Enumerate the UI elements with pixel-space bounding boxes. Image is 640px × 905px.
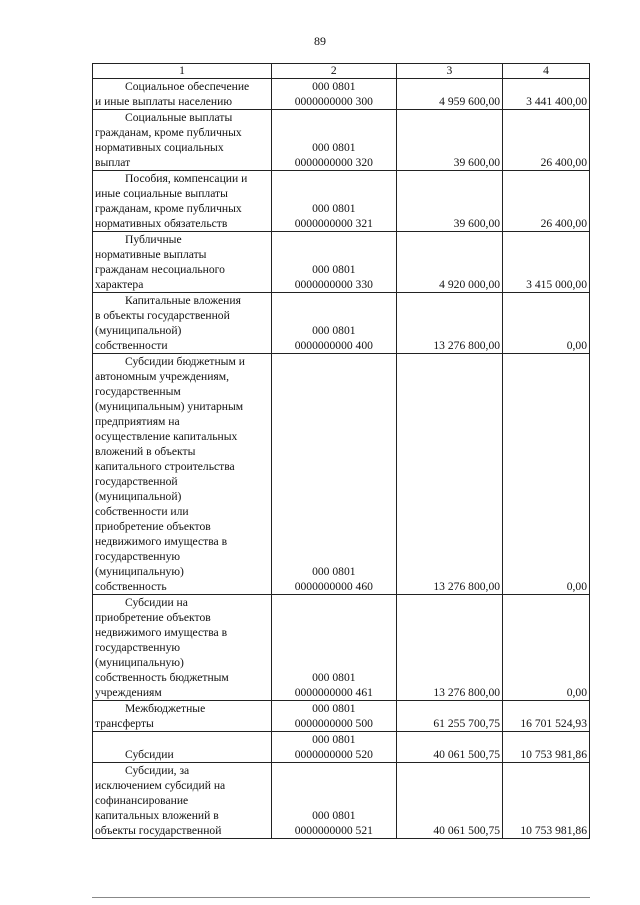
- item-name-continuation: исключением субсидий на софинансирование капитальных вложений в объекты государственной: [95, 779, 226, 837]
- table-header-row: [93, 64, 590, 79]
- budget-code-cell: 000 0801 0000000000 520: [271, 732, 396, 763]
- amount-col4-cell: 16 701 524,93: [503, 701, 590, 732]
- table-row: [93, 595, 590, 701]
- amount-col3-cell: 4 959 600,00: [396, 79, 502, 110]
- item-name-cell: [93, 110, 272, 171]
- item-name-first-line: Социальное обеспечение: [125, 80, 250, 93]
- amount-col4-cell: 0,00: [503, 595, 590, 701]
- budget-code-cell: 000 0801 0000000000 521: [271, 763, 396, 839]
- table-row: [93, 701, 590, 732]
- budget-code-cell: 000 0801 0000000000 330: [271, 232, 396, 293]
- item-name-first-line: Социальные выплаты: [125, 111, 233, 124]
- table-row: [93, 232, 590, 293]
- item-name-continuation: трансферты: [95, 717, 154, 730]
- budget-code-cell: 000 0801 0000000000 460: [271, 354, 396, 595]
- item-name-cell: [93, 732, 272, 763]
- item-name-cell: [93, 763, 272, 839]
- table-row: [93, 110, 590, 171]
- amount-col4-cell: 3 441 400,00: [503, 79, 590, 110]
- amount-col4-cell: 26 400,00: [503, 110, 590, 171]
- item-name-first-line: Капитальные вложения: [125, 294, 241, 307]
- amount-col3-cell: 40 061 500,75: [396, 763, 502, 839]
- table-row: [93, 763, 590, 839]
- budget-code-cell: 000 0801 0000000000 400: [271, 293, 396, 354]
- item-name-first-line: Субсидии на: [125, 596, 188, 609]
- item-name-first-line: Субсидии, за: [125, 764, 190, 777]
- page-number: 89: [314, 34, 326, 48]
- amount-col3-cell: 13 276 800,00: [396, 595, 502, 701]
- amount-col3-cell: 61 255 700,75: [396, 701, 502, 732]
- item-name-first-line: Пособия, компенсации и: [125, 172, 248, 185]
- column-header-3: 3: [396, 64, 502, 79]
- item-name-cell: [93, 701, 272, 732]
- budget-code-cell: 000 0801 0000000000 461: [271, 595, 396, 701]
- amount-col4-cell: 3 415 000,00: [503, 232, 590, 293]
- item-name-cell: [93, 232, 272, 293]
- amount-col4-cell: 0,00: [503, 293, 590, 354]
- item-name-first-line: Межбюджетные: [125, 702, 206, 715]
- amount-col3-cell: 40 061 500,75: [396, 732, 502, 763]
- bottom-rule: [92, 897, 590, 898]
- item-name-continuation: иные социальные выплаты гражданам, кроме публичных нормативных обязательств: [95, 187, 242, 230]
- amount-col3-cell: 13 276 800,00: [396, 354, 502, 595]
- column-header-4: 4: [503, 64, 590, 79]
- amount-col3-cell: 4 920 000,00: [396, 232, 502, 293]
- table-row: [93, 171, 590, 232]
- item-name-first-line: Субсидии бюджетным и: [125, 355, 245, 368]
- item-name-cell: [93, 171, 272, 232]
- amount-col3-cell: 13 276 800,00: [396, 293, 502, 354]
- item-name-cell: [93, 354, 272, 595]
- table-row: [93, 354, 590, 595]
- column-header-1: 1: [93, 64, 272, 79]
- amount-col3-cell: 39 600,00: [396, 171, 502, 232]
- amount-col3-cell: 39 600,00: [396, 110, 502, 171]
- budget-code-cell: 000 0801 0000000000 320: [271, 110, 396, 171]
- budget-code-cell: 000 0801 0000000000 321: [271, 171, 396, 232]
- item-name-cell: [93, 595, 272, 701]
- table-row: [93, 79, 590, 110]
- budget-code-cell: 000 0801 0000000000 500: [271, 701, 396, 732]
- item-name-first-line: Публичные: [125, 233, 182, 246]
- amount-col4-cell: 26 400,00: [503, 171, 590, 232]
- item-name-cell: [93, 79, 272, 110]
- amount-col4-cell: 10 753 981,86: [503, 732, 590, 763]
- table-row: [93, 732, 590, 763]
- item-name-continuation: гражданам, кроме публичных нормативных социальных выплат: [95, 126, 242, 169]
- item-name-continuation: приобретение объектов недвижимого имущества в государственную (муниципальную) собственность бюджетным учреждениям: [95, 611, 229, 699]
- item-name-continuation: нормативные выплаты гражданам несоциального характера: [95, 248, 225, 291]
- budget-code-cell: 000 0801 0000000000 300: [271, 79, 396, 110]
- amount-col4-cell: 10 753 981,86: [503, 763, 590, 839]
- item-name-first-line: Субсидии: [125, 748, 174, 761]
- table-body: [93, 64, 590, 839]
- table-row: [93, 293, 590, 354]
- budget-table: [92, 63, 590, 839]
- item-name-cell: [93, 293, 272, 354]
- item-name-continuation: в объекты государственной (муниципальной) собственности: [95, 309, 230, 352]
- item-name-continuation: автономным учреждениям, государственным (муниципальным) унитарным предприятиям на осуществление капитальных вложений в объекты капитального строительства государственной (муниципальной) собственности или приобретение объектов недвижимого имущества в государственную (муниципальную) собственность: [95, 370, 244, 593]
- amount-col4-cell: 0,00: [503, 354, 590, 595]
- item-name-continuation: и иные выплаты населению: [95, 95, 232, 108]
- column-header-2: 2: [271, 64, 396, 79]
